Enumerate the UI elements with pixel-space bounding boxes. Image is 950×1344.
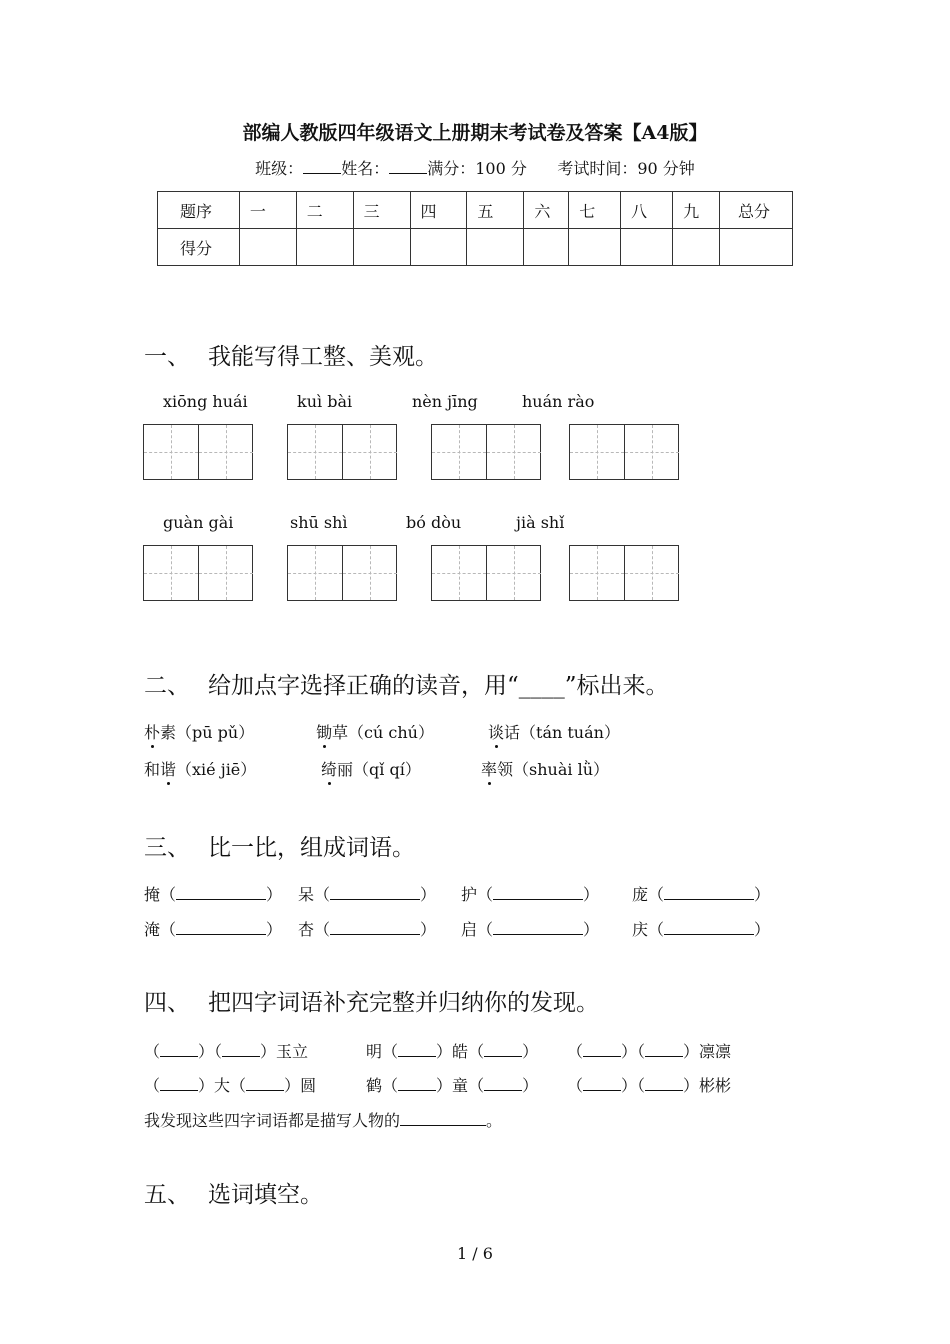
- word-item[interactable]: 庞（ ）: [632, 885, 771, 904]
- writing-grid[interactable]: [569, 545, 679, 601]
- table-cell: 三: [353, 192, 410, 229]
- reading-options: 素（pū pǔ）: [160, 723, 255, 742]
- pinyin-label: kuì bài: [297, 392, 353, 411]
- idiom-text: 皓: [452, 1042, 469, 1061]
- discovery-text: 我发现这些四字词语都是描写人物的: [144, 1111, 401, 1130]
- idiom-item[interactable]: （ ）大（ ）圆: [144, 1076, 317, 1095]
- pinyin-label: bó dòu: [406, 513, 462, 532]
- score-cell[interactable]: [569, 229, 621, 266]
- section-title: 选词填空。: [208, 1182, 323, 1208]
- word-char: 呆: [298, 885, 315, 904]
- section-number: 四、: [144, 990, 190, 1016]
- section-number: 一、: [144, 344, 190, 370]
- class-label: 班级：: [255, 159, 304, 178]
- pinyin-label: jià shǐ: [516, 513, 565, 532]
- table-cell: 六: [524, 192, 569, 229]
- reading-options: 领（shuài lǜ）: [497, 760, 610, 779]
- idiom-text: 彬彬: [699, 1076, 732, 1095]
- writing-grid[interactable]: [287, 424, 397, 480]
- idiom-item[interactable]: 鹤（ ）童（ ）: [366, 1076, 539, 1095]
- section-title: 我能写得工整、美观。: [208, 344, 438, 370]
- word-char: 杏: [298, 920, 315, 939]
- section-title: 给加点字选择正确的读音，用“____”标出来。: [208, 673, 669, 699]
- period: 。: [486, 1111, 503, 1130]
- word-char: 庞: [632, 885, 649, 904]
- dotted-char: 锄: [316, 720, 332, 743]
- writing-grid[interactable]: [143, 545, 253, 601]
- word-item[interactable]: 护（ ）: [461, 885, 600, 904]
- reading-options: 草（cú chú）: [332, 723, 434, 742]
- discovery-line[interactable]: [144, 1108, 502, 1131]
- exam-time: 考试时间：90 分钟: [557, 159, 695, 178]
- exam-info: [0, 156, 950, 179]
- reading-item[interactable]: [144, 757, 256, 780]
- table-cell: 得分: [158, 229, 240, 266]
- score-cell[interactable]: [673, 229, 720, 266]
- word-char: 淹: [144, 920, 161, 939]
- pinyin-label: xiōng huái: [163, 392, 248, 411]
- idiom-text: 鹤: [366, 1076, 383, 1095]
- dotted-char: 谐: [160, 757, 176, 780]
- idiom-item[interactable]: 明（ ）皓（ ）: [366, 1042, 539, 1061]
- pinyin-label: nèn jīng: [412, 392, 478, 411]
- table-cell: 五: [467, 192, 524, 229]
- score-cell[interactable]: [467, 229, 524, 266]
- table-row: [158, 192, 793, 229]
- section-number: 二、: [144, 673, 190, 699]
- word-char: 护: [461, 885, 478, 904]
- reading-item[interactable]: [481, 757, 609, 780]
- section-number: 五、: [144, 1182, 190, 1208]
- score-cell[interactable]: [296, 229, 353, 266]
- score-cell[interactable]: [621, 229, 673, 266]
- idiom-item[interactable]: （ ）（ ）凛凛: [567, 1042, 732, 1061]
- score-cell[interactable]: [410, 229, 467, 266]
- word-item[interactable]: 淹（ ）: [144, 920, 283, 939]
- writing-grid[interactable]: [431, 424, 541, 480]
- table-cell: 四: [410, 192, 467, 229]
- dotted-char: 绮: [321, 757, 337, 780]
- page-title: 部编人教版四年级语文上册期末考试卷及答案【A4版】: [242, 122, 708, 144]
- score-cell[interactable]: [524, 229, 569, 266]
- table-cell: 总分: [719, 192, 792, 229]
- writing-grid[interactable]: [143, 424, 253, 480]
- plain-char: 和: [144, 760, 161, 779]
- table-cell: 八: [621, 192, 673, 229]
- score-table: [157, 191, 793, 266]
- full-score: 满分：100 分: [427, 159, 527, 178]
- section-number: 三、: [144, 835, 190, 861]
- reading-item[interactable]: [321, 757, 421, 780]
- section-3-heading: [144, 829, 415, 862]
- word-item[interactable]: 杏（ ）: [298, 920, 437, 939]
- table-cell: 题序: [158, 192, 240, 229]
- section-1-heading: [144, 338, 438, 371]
- pinyin-label: guàn gài: [163, 513, 234, 532]
- score-cell[interactable]: [719, 229, 792, 266]
- class-blank[interactable]: [303, 159, 341, 174]
- section-title: 比一比，组成词语。: [208, 835, 415, 861]
- section-5-heading: [144, 1176, 323, 1209]
- reading-options: 话（tán tuán）: [504, 723, 620, 742]
- table-cell: 九: [673, 192, 720, 229]
- dotted-char: 朴: [144, 720, 160, 743]
- reading-options: （xié jiē）: [176, 760, 257, 779]
- idiom-text: 凛凛: [699, 1042, 732, 1061]
- reading-item[interactable]: [144, 720, 254, 743]
- reading-options: 丽（qǐ qí）: [337, 760, 421, 779]
- idiom-text: 大: [214, 1076, 231, 1095]
- discovery-blank[interactable]: [400, 1111, 486, 1126]
- writing-grid[interactable]: [569, 424, 679, 480]
- word-char: 启: [461, 920, 478, 939]
- idiom-text: 玉立: [276, 1042, 309, 1061]
- page-number: 1 / 6: [457, 1244, 493, 1263]
- dotted-char: 率: [481, 757, 497, 780]
- table-cell: 二: [296, 192, 353, 229]
- word-item[interactable]: 呆（ ）: [298, 885, 437, 904]
- writing-grid[interactable]: [287, 545, 397, 601]
- idiom-text: 童: [452, 1076, 469, 1095]
- word-item[interactable]: 启（ ）: [461, 920, 600, 939]
- score-cell[interactable]: [239, 229, 296, 266]
- writing-grid[interactable]: [431, 545, 541, 601]
- score-cell[interactable]: [353, 229, 410, 266]
- pinyin-label: huán rào: [522, 392, 595, 411]
- word-char: 掩: [144, 885, 161, 904]
- idiom-item[interactable]: （ ）（ ）玉立: [144, 1042, 309, 1061]
- table-cell: 一: [239, 192, 296, 229]
- word-char: 庆: [632, 920, 649, 939]
- name-blank[interactable]: [389, 159, 427, 174]
- dotted-char: 谈: [488, 720, 504, 743]
- section-2-heading: [144, 667, 669, 700]
- table-row: [158, 229, 793, 266]
- idiom-item[interactable]: （ ）（ ）彬彬: [567, 1076, 732, 1095]
- section-4-heading: [144, 984, 599, 1017]
- section-title: 把四字词语补充完整并归纳你的发现。: [208, 990, 599, 1016]
- word-item[interactable]: 庆（ ）: [632, 920, 771, 939]
- idiom-text: 圆: [300, 1076, 317, 1095]
- table-cell: 七: [569, 192, 621, 229]
- reading-item[interactable]: [488, 720, 620, 743]
- word-item[interactable]: 掩（ ）: [144, 885, 283, 904]
- name-label: 姓名：: [341, 159, 390, 178]
- idiom-text: 明: [366, 1042, 383, 1061]
- pinyin-label: shū shì: [290, 513, 348, 532]
- reading-item[interactable]: [316, 720, 434, 743]
